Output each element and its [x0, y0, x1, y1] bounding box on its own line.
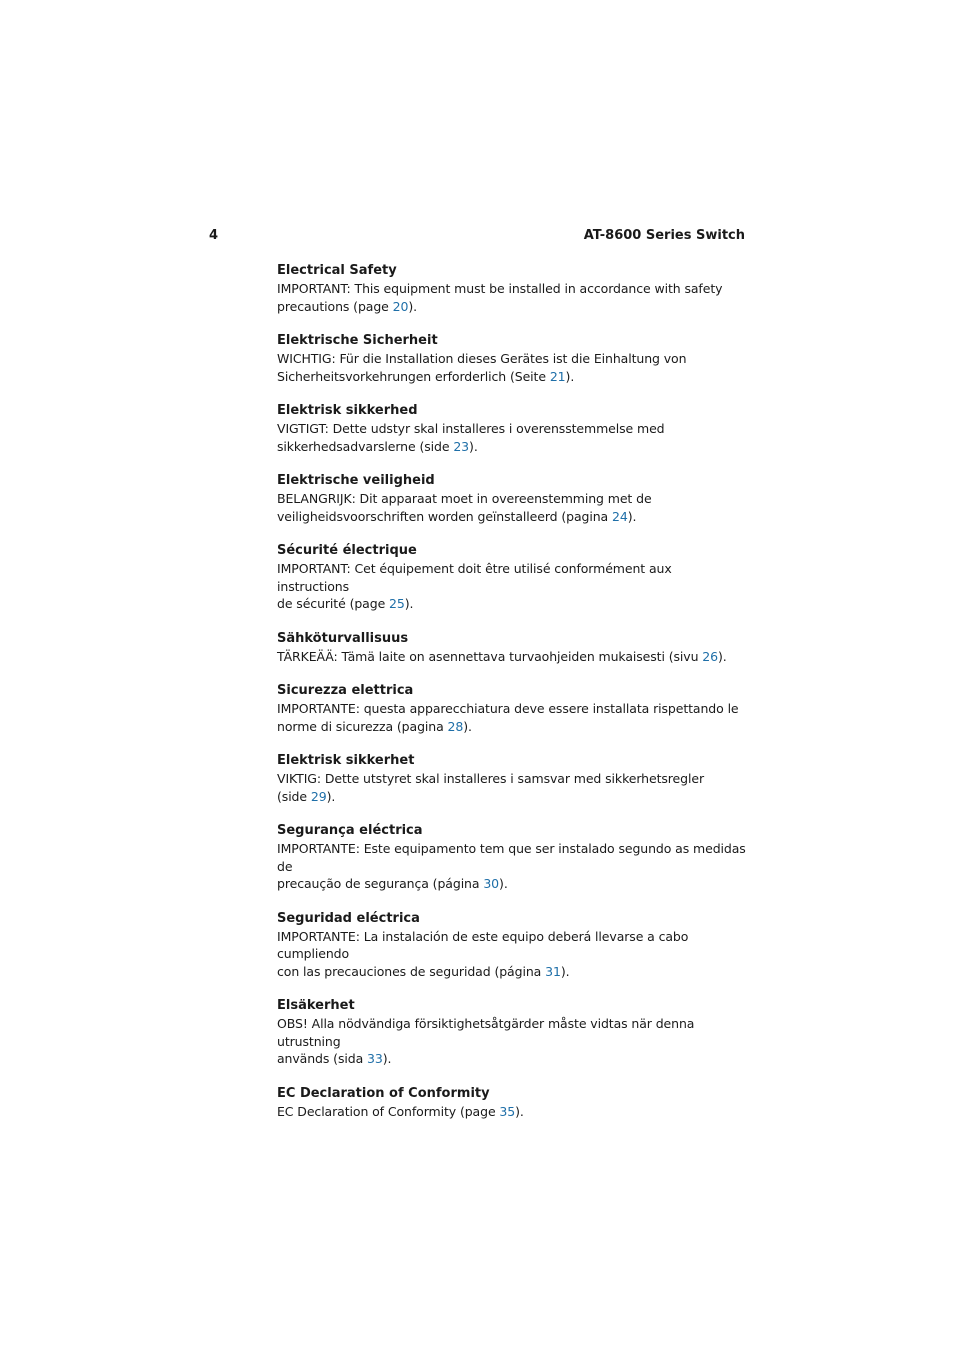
safety-section [277, 542, 747, 613]
safety-section [277, 402, 747, 455]
page-reference-link[interactable]: 20 [392, 298, 409, 314]
body-text: de sécurité (page [277, 596, 390, 611]
page-reference-link[interactable]: 25 [389, 596, 405, 611]
section-heading: Elektrisk sikkerhet [277, 753, 415, 768]
body-text-suffix: ). [404, 596, 414, 611]
section-heading: Elektrisk sikkerhed [277, 403, 418, 418]
body-text: veiligheidsvoorschriften worden geïnstalleerd (pagina [277, 508, 612, 524]
body-text-suffix: ). [408, 298, 418, 314]
safety-section [277, 262, 747, 315]
section-body-line [277, 1103, 747, 1121]
page-reference-link[interactable]: 24 [612, 508, 628, 524]
page-reference-link[interactable]: 21 [549, 368, 566, 384]
section-heading: EC Declaration of Conformity [277, 1085, 490, 1101]
section-body-line [277, 350, 747, 368]
section-heading: Sähköturvallisuus [277, 630, 409, 646]
body-text: VIKTIG: Dette utstyret skal installeres i samsvar med sikkerhetsregler [277, 771, 704, 786]
section-heading: Segurança eléctrica [277, 823, 423, 838]
body-text: Sicherheitsvorkehrungen erforderlich (Seite [277, 368, 550, 384]
section-body-line [277, 718, 747, 736]
section-body-line [277, 928, 747, 963]
section-body-line [277, 595, 747, 613]
safety-section [277, 997, 747, 1068]
body-text-suffix: ). [499, 876, 508, 891]
body-text: TÄRKEÄÄ: Tämä laite on asennettava turvaohjeiden mukaisesti (sivu [277, 648, 703, 664]
body-text-suffix: ). [515, 1103, 524, 1119]
body-text: VIGTIGT: Dette udstyr skal installeres i overensstemmelse med [277, 421, 665, 436]
section-heading: Electrical Safety [277, 263, 397, 278]
safety-section [277, 630, 747, 666]
body-text: precautions (page [277, 298, 393, 314]
body-text: sikkerhedsadvarslerne (side [277, 438, 454, 454]
section-body-line [277, 770, 747, 788]
section-body-line [277, 1015, 747, 1050]
body-text: IMPORTANTE: La instalación de este equipo deberá llevarse a cabo cumpliendo [277, 928, 689, 961]
body-text: precaução de segurança (página [277, 876, 484, 891]
body-text: IMPORTANT: Cet équipement doit être utilisé conformément aux instructions [277, 561, 672, 594]
section-body-line [277, 700, 747, 718]
body-text: norme di sicurezza (pagina [277, 718, 448, 734]
safety-section [277, 752, 747, 805]
section-body-line [277, 840, 747, 875]
body-text: (side [277, 788, 311, 804]
section-body-line [277, 298, 747, 316]
body-text: EC Declaration of Conformity (page [277, 1103, 500, 1119]
body-text-suffix: ). [627, 508, 637, 524]
body-text-suffix: ). [326, 788, 336, 804]
section-heading: Seguridad eléctrica [277, 910, 420, 926]
body-text-suffix: ). [718, 648, 727, 664]
page-number: 4 [209, 228, 219, 243]
section-heading: Elektrische Sicherheit [277, 333, 438, 348]
page-reference-link[interactable]: 26 [702, 648, 718, 664]
section-body-line [277, 280, 747, 298]
body-text-suffix: ). [469, 438, 478, 454]
section-body-line [277, 368, 747, 386]
section-heading: Sicurezza elettrica [277, 683, 414, 698]
section-body-line [277, 490, 747, 508]
body-text-suffix: ). [565, 368, 575, 384]
page-reference-link[interactable]: 30 [483, 876, 500, 891]
page-reference-link[interactable]: 31 [545, 963, 561, 979]
body-text: WICHTIG: Für die Installation dieses Gerätes ist die Einhaltung von [277, 351, 687, 366]
section-body-line [277, 648, 747, 666]
section-body-line [277, 438, 747, 456]
body-text: BELANGRIJK: Dit apparaat moet in overeenstemming met de [277, 491, 652, 506]
body-text: IMPORTANTE: questa apparecchiatura deve essere installata rispettando le [277, 701, 739, 716]
body-text-suffix: ). [382, 1051, 392, 1066]
safety-section [277, 472, 747, 525]
body-text: IMPORTANT: This equipment must be installed in accordance with safety [277, 281, 723, 296]
body-text-suffix: ). [463, 718, 472, 734]
safety-section [277, 910, 747, 981]
safety-section [277, 682, 747, 735]
safety-section [277, 332, 747, 385]
page-reference-link[interactable]: 28 [447, 718, 464, 734]
body-text: con las precauciones de seguridad (página [277, 963, 546, 979]
page-reference-link[interactable]: 23 [453, 438, 470, 454]
safety-notices-list [277, 262, 747, 1137]
body-text: OBS! Alla nödvändiga försiktighetsåtgärder måste vidtas när denna utrustning [277, 1016, 695, 1049]
page-reference-link[interactable]: 35 [499, 1103, 516, 1119]
page-reference-link[interactable]: 29 [310, 788, 327, 804]
body-text-suffix: ). [560, 963, 570, 979]
section-body-line [277, 560, 747, 595]
section-heading: Elsäkerhet [277, 998, 355, 1013]
section-body-line [277, 788, 747, 806]
body-text: används (sida [277, 1051, 368, 1066]
section-body-line [277, 963, 747, 981]
body-text: IMPORTANTE: Este equipamento tem que ser instalado segundo as medidas de [277, 841, 746, 874]
section-body-line [277, 508, 747, 526]
section-heading: Sécurité électrique [277, 543, 417, 558]
safety-section [277, 1085, 747, 1121]
section-body-line [277, 420, 747, 438]
section-body-line [277, 1050, 747, 1068]
document-title: AT-8600 Series Switch [583, 228, 745, 243]
section-heading: Elektrische veiligheid [277, 473, 435, 488]
safety-section [277, 822, 747, 893]
section-body-line [277, 875, 747, 893]
page-reference-link[interactable]: 33 [367, 1051, 383, 1066]
